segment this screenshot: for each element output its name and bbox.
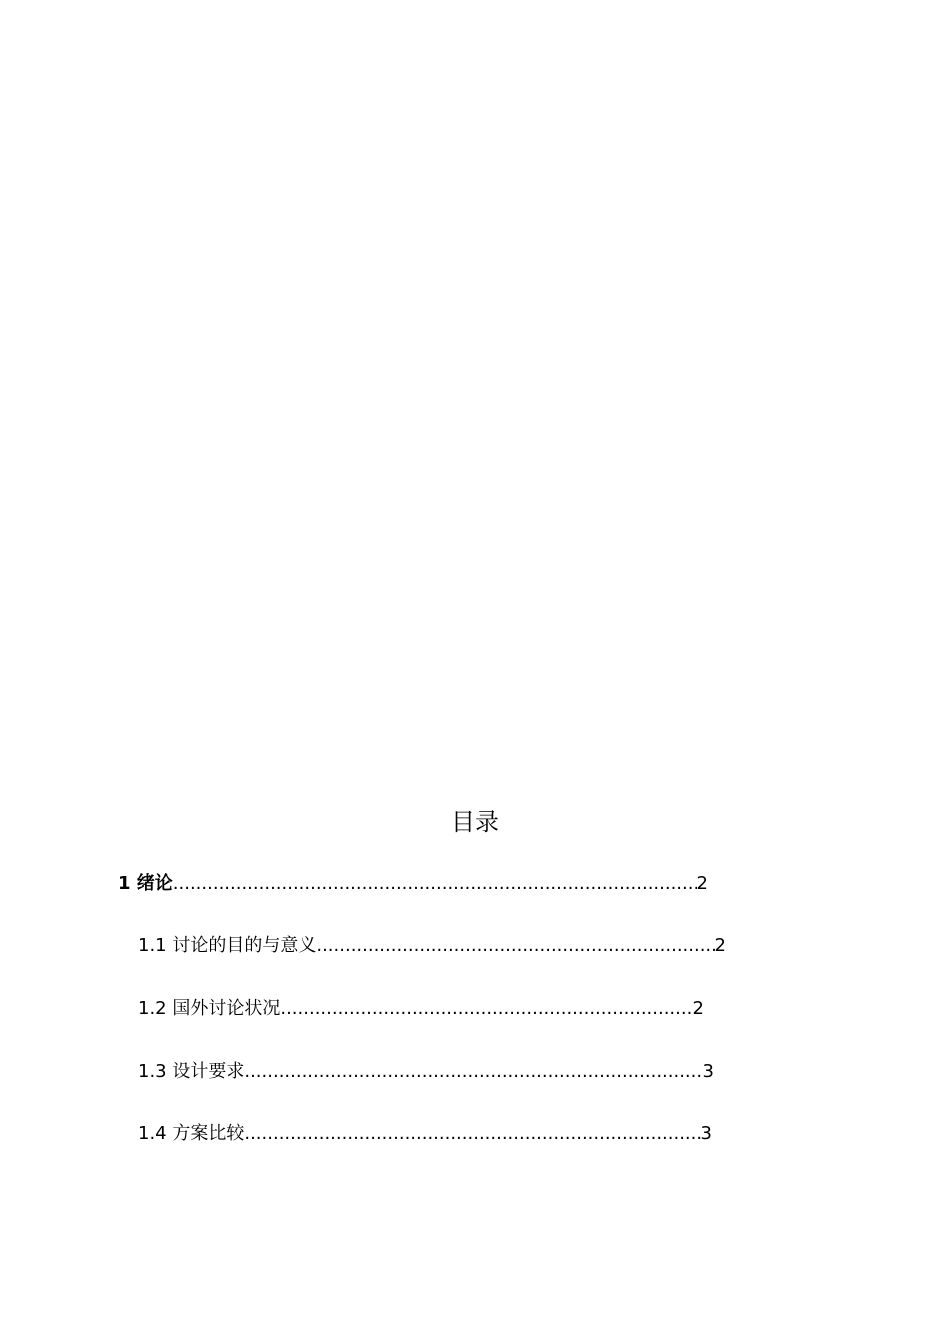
toc-entry-label: 1.1 讨论的目的与意义 (138, 935, 317, 956)
toc-dot-leader (316, 934, 714, 958)
toc-entry-label: 1 绪论 (118, 873, 173, 894)
toc-dot-leader (244, 1060, 702, 1084)
toc-entry-1-1[interactable] (138, 934, 726, 958)
toc-dot-leader (244, 1122, 700, 1146)
toc-entry-label: 1.4 方案比较 (138, 1123, 245, 1144)
toc-entry-1-3[interactable] (138, 1060, 714, 1084)
toc-title: 目录 (451, 808, 499, 836)
toc-entry-page: 2 (696, 873, 708, 894)
toc-dot-leader (173, 872, 697, 896)
toc-entry-page: 3 (700, 1123, 712, 1144)
toc-entry-label: 1.2 国外讨论状况 (138, 998, 281, 1019)
toc-entry-page: 2 (714, 935, 726, 956)
toc-entry-1-4[interactable] (138, 1122, 712, 1146)
toc-entry-page: 3 (702, 1061, 714, 1082)
toc-entry-1-2[interactable] (138, 997, 704, 1021)
toc-entry-page: 2 (692, 998, 704, 1019)
toc-entry-label: 1.3 设计要求 (138, 1061, 245, 1082)
toc-entry-1[interactable] (118, 872, 708, 896)
toc-dot-leader (280, 997, 692, 1021)
